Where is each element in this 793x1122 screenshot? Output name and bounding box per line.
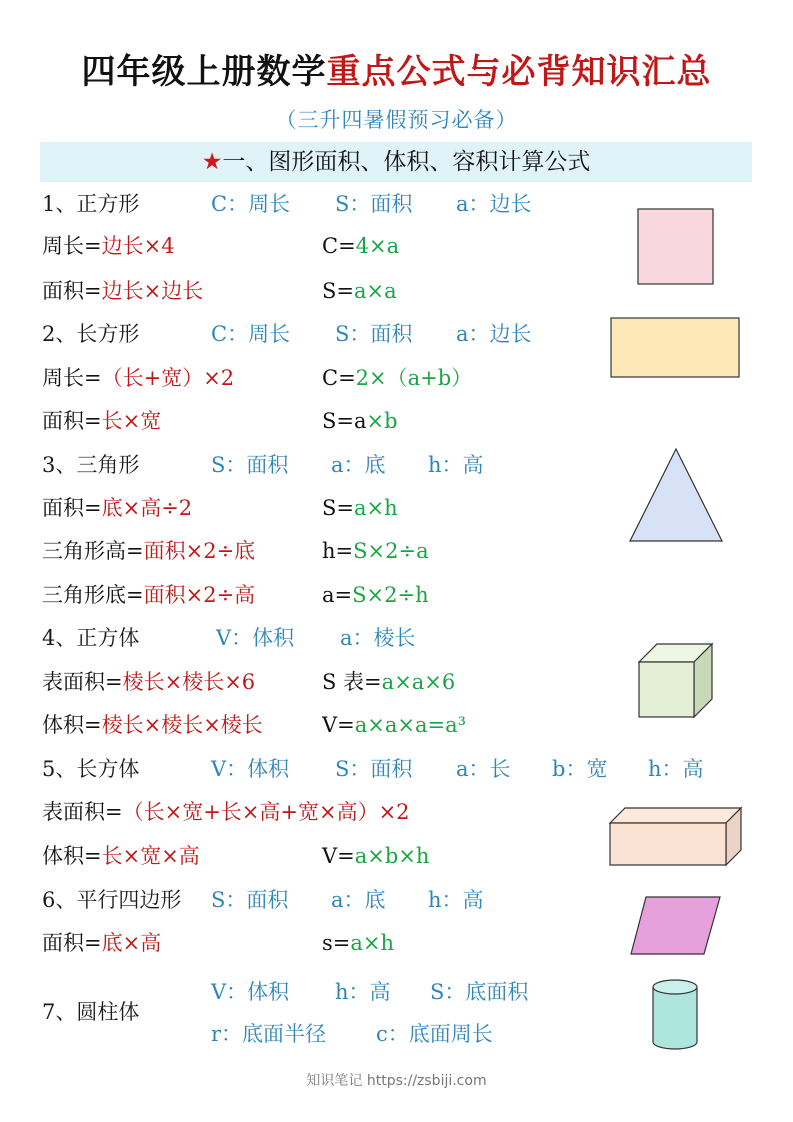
formula-label: 表面积=	[42, 670, 123, 694]
formula-symbolic	[322, 230, 399, 262]
formula-symbol: s=	[322, 931, 351, 955]
formula-row	[42, 927, 161, 959]
section-triangle-heading	[42, 449, 139, 481]
section-cube-heading	[42, 622, 139, 654]
star-icon: ★	[201, 149, 223, 175]
formula-row	[42, 405, 161, 437]
var-item: a：长	[456, 757, 511, 781]
section-banner	[40, 142, 752, 182]
var-item: S：面积	[335, 192, 413, 216]
formula-label: 三角形底=	[42, 583, 144, 607]
formula-row	[42, 666, 255, 698]
formula-symbol: V=	[322, 844, 355, 868]
formula-symbol: S 表=	[322, 670, 382, 694]
formula-expression: a×a	[353, 279, 397, 303]
formula-symbol: C=	[322, 366, 356, 390]
heading-label: 2、长方形	[42, 322, 140, 346]
var-item: V：体积	[211, 980, 290, 1004]
var-item: a：边长	[456, 322, 532, 346]
formula-expression: S×2÷h	[352, 583, 429, 607]
cuboid-icon	[608, 806, 744, 868]
formula-words: 底×高÷2	[101, 496, 193, 520]
var-item: b：宽	[552, 757, 608, 781]
formula-words: 底×高	[101, 931, 162, 955]
formula-symbolic	[322, 275, 397, 307]
formula-symbolic	[322, 927, 394, 959]
cylinder-icon	[650, 978, 700, 1052]
formula-words: （长×宽+长×高+宽×高）×2	[122, 800, 410, 824]
formula-row	[42, 840, 200, 872]
var-item: a：底	[331, 453, 386, 477]
var-item: a：边长	[456, 192, 532, 216]
var-item: C：周长	[211, 192, 291, 216]
triangle-icon	[627, 446, 725, 544]
section-square-heading	[42, 188, 139, 220]
var-item: h：高	[335, 980, 391, 1004]
heading-label: 7、圆柱体	[42, 1000, 140, 1024]
var-item: S：底面积	[430, 980, 529, 1004]
section-parallelogram-heading	[42, 884, 181, 916]
formula-symbol: S=a	[322, 409, 367, 433]
formula-expression: 4×a	[355, 234, 400, 258]
rectangle-icon	[609, 316, 743, 380]
heading-label: 6、平行四边形	[42, 888, 182, 912]
heading-label: 4、正方体	[42, 626, 140, 650]
formula-expression: a×a×a=a³	[354, 713, 467, 737]
var-item: S：面积	[211, 888, 289, 912]
formula-label: 面积=	[42, 931, 102, 955]
formula-label: 周长=	[42, 366, 102, 390]
page-subtitle: （三升四暑假预习必备）	[275, 108, 518, 132]
var-item: h：高	[428, 888, 484, 912]
formula-words: 长×宽×高	[101, 844, 200, 868]
formula-row	[42, 275, 203, 307]
formula-label: 体积=	[42, 844, 102, 868]
var-item: S：面积	[335, 757, 413, 781]
heading-label: 5、长方体	[42, 757, 140, 781]
formula-symbolic	[322, 362, 472, 394]
var-item: h：高	[648, 757, 704, 781]
formula-expression: 2×（a+b）	[355, 366, 473, 390]
formula-symbol: S=	[322, 279, 354, 303]
var-item: a：底	[331, 888, 386, 912]
formula-label: 周长=	[42, 234, 102, 258]
formula-symbol: h=	[322, 539, 354, 563]
formula-symbolic	[322, 579, 429, 611]
heading-label: 1、正方形	[42, 192, 140, 216]
section-cuboid-heading	[42, 753, 139, 785]
var-item: h：高	[428, 453, 484, 477]
formula-symbolic	[322, 405, 398, 437]
square-icon	[636, 207, 716, 287]
formula-words: 棱长×棱长×棱长	[101, 713, 263, 737]
formula-words: 面积×2÷高	[143, 583, 256, 607]
formula-symbol: a=	[322, 583, 353, 607]
formula-row	[42, 535, 255, 567]
parallelogram-icon	[629, 895, 723, 957]
var-item: r：底面半径	[211, 1022, 327, 1046]
section-cylinder-heading	[42, 996, 139, 1028]
formula-label: 面积=	[42, 496, 102, 520]
formula-words: （长+宽）×2	[101, 366, 235, 390]
footer-watermark: 知识笔记 https://zsbiji.com	[306, 1073, 487, 1089]
formula-expression: ×b	[366, 409, 398, 433]
formula-words: 棱长×棱长×6	[122, 670, 256, 694]
banner-text: 一、图形面积、体积、容积计算公式	[222, 149, 591, 175]
formula-row	[42, 362, 234, 394]
var-item: S：面积	[335, 322, 413, 346]
formula-row	[42, 796, 410, 828]
formula-words: 面积×2÷底	[143, 539, 256, 563]
formula-expression: a×h	[350, 931, 395, 955]
formula-row	[42, 709, 263, 741]
var-item: S：面积	[211, 453, 289, 477]
title-black: 四年级上册数学	[81, 52, 327, 92]
formula-expression: a×h	[353, 496, 398, 520]
var-item: V：体积	[211, 757, 290, 781]
formula-symbolic	[322, 709, 466, 741]
var-item: V：体积	[216, 626, 295, 650]
formula-symbolic	[322, 666, 455, 698]
formula-label: 表面积=	[42, 800, 123, 824]
formula-label: 三角形高=	[42, 539, 144, 563]
formula-row	[42, 579, 255, 611]
formula-label: 面积=	[42, 409, 102, 433]
formula-symbol: S=	[322, 496, 354, 520]
var-item: C：周长	[211, 322, 291, 346]
formula-row	[42, 230, 175, 262]
formula-symbolic	[322, 492, 398, 524]
formula-expression: a×a×6	[381, 670, 456, 694]
formula-symbolic	[322, 840, 429, 872]
formula-symbol: V=	[322, 713, 355, 737]
formula-expression: S×2÷a	[353, 539, 429, 563]
heading-label: 3、三角形	[42, 453, 140, 477]
formula-label: 面积=	[42, 279, 102, 303]
formula-expression: a×b×h	[354, 844, 430, 868]
page-title	[0, 44, 793, 93]
formula-words: 边长×边长	[101, 279, 204, 303]
formula-row	[42, 492, 192, 524]
formula-words: 边长×4	[101, 234, 175, 258]
formula-label: 体积=	[42, 713, 102, 737]
cube-icon	[637, 642, 715, 720]
title-red: 重点公式与必背知识汇总	[326, 52, 712, 92]
var-item: c：底面周长	[376, 1022, 493, 1046]
section-rectangle-heading	[42, 318, 139, 350]
formula-symbolic	[322, 535, 429, 567]
var-item: a：棱长	[340, 626, 416, 650]
formula-symbol: C=	[322, 234, 356, 258]
formula-words: 长×宽	[101, 409, 162, 433]
